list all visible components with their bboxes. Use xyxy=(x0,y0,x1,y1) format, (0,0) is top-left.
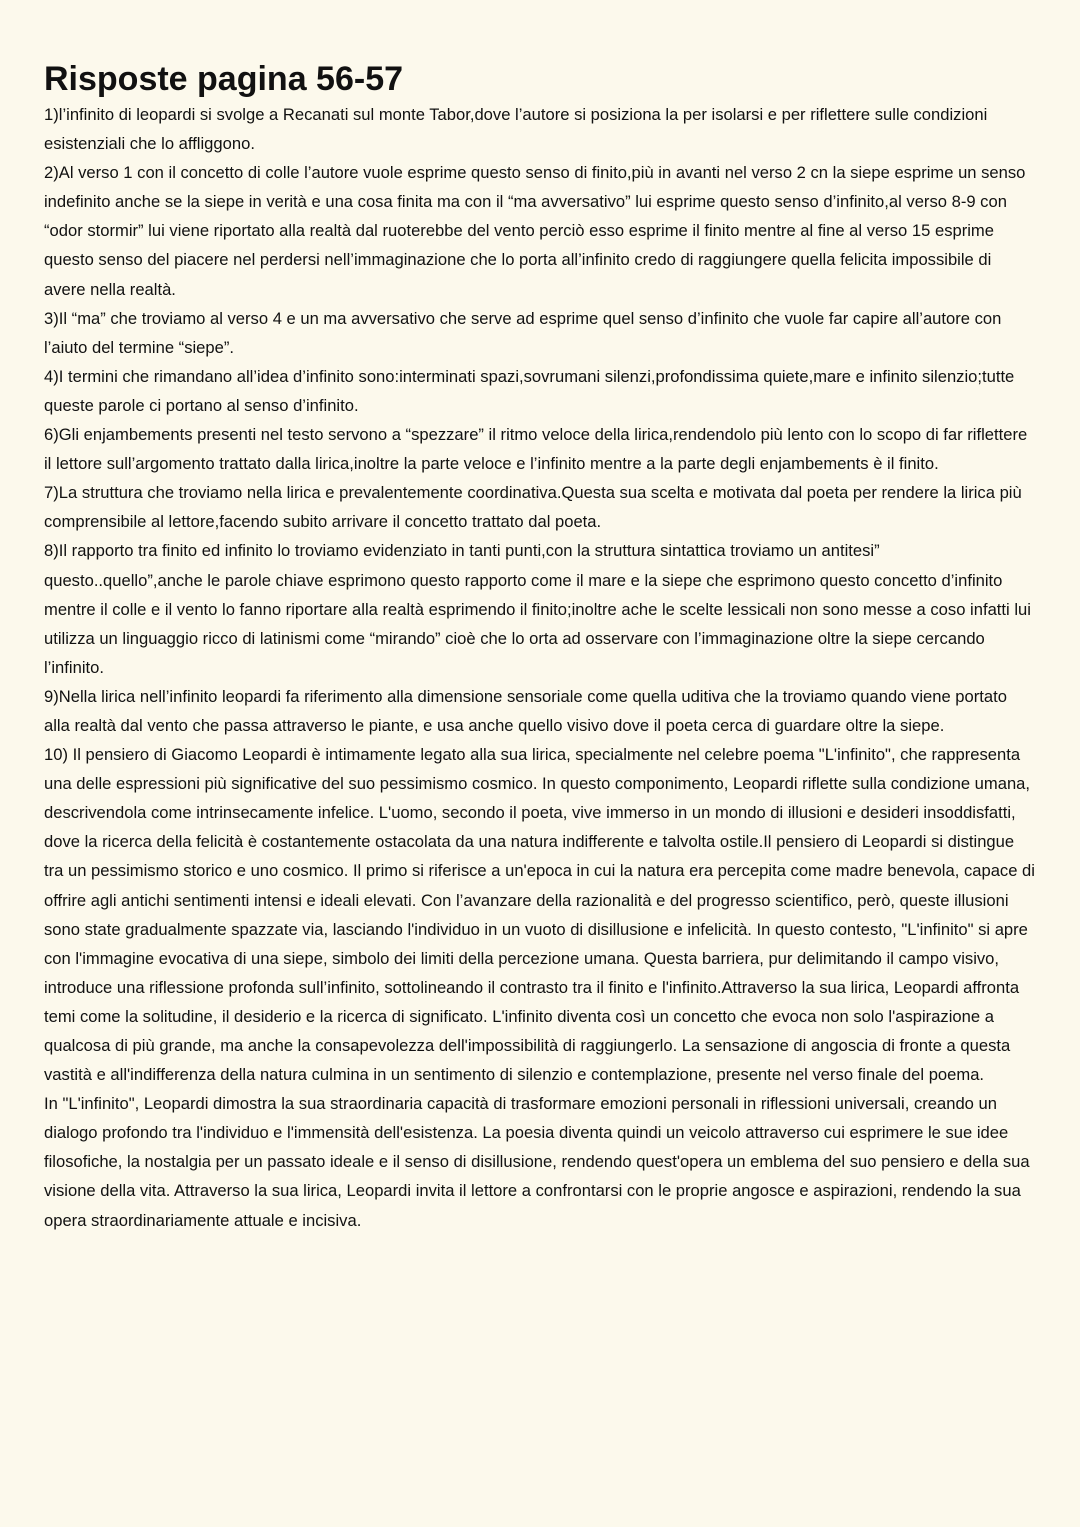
answer-4: 4)I termini che rimandano all’idea d’infinito sono:interminati spazi,sovrumani silenzi,profondissima quiete,mare e infinito silenzio;tutte queste parole ci portano al senso d’infinito. xyxy=(44,366,1015,415)
answer-6: 6)Gli enjambements presenti nel testo servono a “spezzare” il ritmo veloce della lirica,rendendolo più lento con lo scopo di far riflettere il lettore sull’argomento trattato dalla lirica,inoltre la parte veloce e l’infinito mentre a la parte degli enjambements è il finito. xyxy=(44,425,1028,474)
answer-9: 9)Nella lirica nell’infinito leopardi fa riferimento alla dimensione sensoriale come quella uditiva che la troviamo quando viene portato alla realtà dal vento che passa attraverso le piante, e usa anche quello visivo dove il poeta cerca di guardare oltre la siepe. xyxy=(44,686,1007,735)
answer-2: 2)Al verso 1 con il concetto di colle l’autore vuole esprime questo senso di finito,più in avanti nel verso 2 cn la siepe esprime un senso indefinito anche se la siepe in verità e una cosa finita ma con il “ma avversativo” lui esprime questo senso d’infinito,al verso 8-9 con “odor stormir” lui viene riportato alla realtà dal ruoterebbe del vento perciò esso esprime il finito mentre al fine al verso 15 esprime questo senso del piacere nel perdersi nell’immaginazione che lo porta all’infinito credo di raggiungere quella felicita impossibile di avere nella realtà. xyxy=(44,163,1026,299)
answer-3: 3)Il “ma” che troviamo al verso 4 e un ma avversativo che serve ad esprime quel senso d’infinito che vuole far capire all’autore con l’aiuto del termine “siepe”. xyxy=(44,308,1002,357)
answer-1: 1)l’infinito di leopardi si svolge a Recanati sul monte Tabor,dove l’autore si posiziona la per isolarsi e per riflettere sulle condizioni esistenziali che lo affliggono. xyxy=(44,105,988,154)
answer-8: 8)Il rapporto tra finito ed infinito lo troviamo evidenziato in tanti punti,con la struttura sintattica troviamo un antitesi” questo..quello”,anche le parole chiave esprimono questo rapporto come il mare e la siepe che esprimono questo concetto d’infinito mentre il colle e il vento lo fanno riportare alla realtà esprimendo il finito;inoltre ache le scelte lessicali non sono messe a coso infatti lui utilizza un linguaggio ricco di latinismi come “mirando” cioè che lo orta ad osservare con l’immaginazione oltre la siepe cercando l’infinito. xyxy=(44,541,1031,677)
answer-10: 10) Il pensiero di Giacomo Leopardi è intimamente legato alla sua lirica, specialmente nel celebre poema "L'infinito", che rappresenta una delle espressioni più significative del suo pessimismo cosmico. In questo componimento, Leopardi riflette sulla condizione umana, descrivendola come intrinsecamente infelice. L'uomo, secondo il poeta, vive immerso in un mondo di illusioni e desideri insoddisfatti, dove la ricerca della felicità è costantemente ostacolata da una natura indifferente e talvolta ostile.Il pensiero di Leopardi si distingue tra un pessimismo storico e uno cosmico. Il primo si riferisce a un'epoca in cui la natura era percepita come madre benevola, capace di offrire agli antichi sentimenti intensi e ideali elevati. Con l’avanzare della razionalità e del progresso scientifico, però, queste illusioni sono state gradualmente spazzate via, lasciando l'individuo in un vuoto di disillusione e infelicità. In questo contesto, "L'infinito" si apre con l'immagine evocativa di una siepe, simbolo dei limiti della percezione umana. Questa barriera, pur delimitando il campo visivo, introduce una riflessione profonda sull’infinito, sottolineando il contrasto tra il finito e l'infinito.Attraverso la sua lirica, Leopardi affronta temi come la solitudine, il desiderio e la ricerca di significato. L'infinito diventa così un concetto che evoca non solo l'aspirazione a qualcosa di più grande, ma anche la consapevolezza dell'impossibilità di raggiungerlo. La sensazione di angoscia di fronte a questa vastità e all'indifferenza della natura culmina in un sentimento di silenzio e contemplazione, presente nel verso finale del poema. xyxy=(44,745,1035,1085)
answer-10-conclusion: In "L'infinito", Leopardi dimostra la sua straordinaria capacità di trasformare emozioni personali in riflessioni universali, creando un dialogo profondo tra l'individuo e l'immensità dell'esistenza. La poesia diventa quindi un veicolo attraverso cui esprimere le sue idee filosofiche, la nostalgia per un passato ideale e il senso di disillusione, rendendo quest'opera un emblema del suo pensiero e della sua visione della vita. Attraverso la sua lirica, Leopardi invita il lettore a confrontarsi con le proprie angosce e aspirazioni, rendendo la sua opera straordinariamente attuale e incisiva. xyxy=(44,1094,1030,1230)
answer-7: 7)La struttura che troviamo nella lirica e prevalentemente coordinativa.Questa sua scelta e motivata dal poeta per rendere la lirica più comprensibile al lettore,facendo subito arrivare il concetto trattato dal poeta. xyxy=(44,483,1022,532)
page-title: Risposte pagina 56-57 xyxy=(44,60,404,98)
